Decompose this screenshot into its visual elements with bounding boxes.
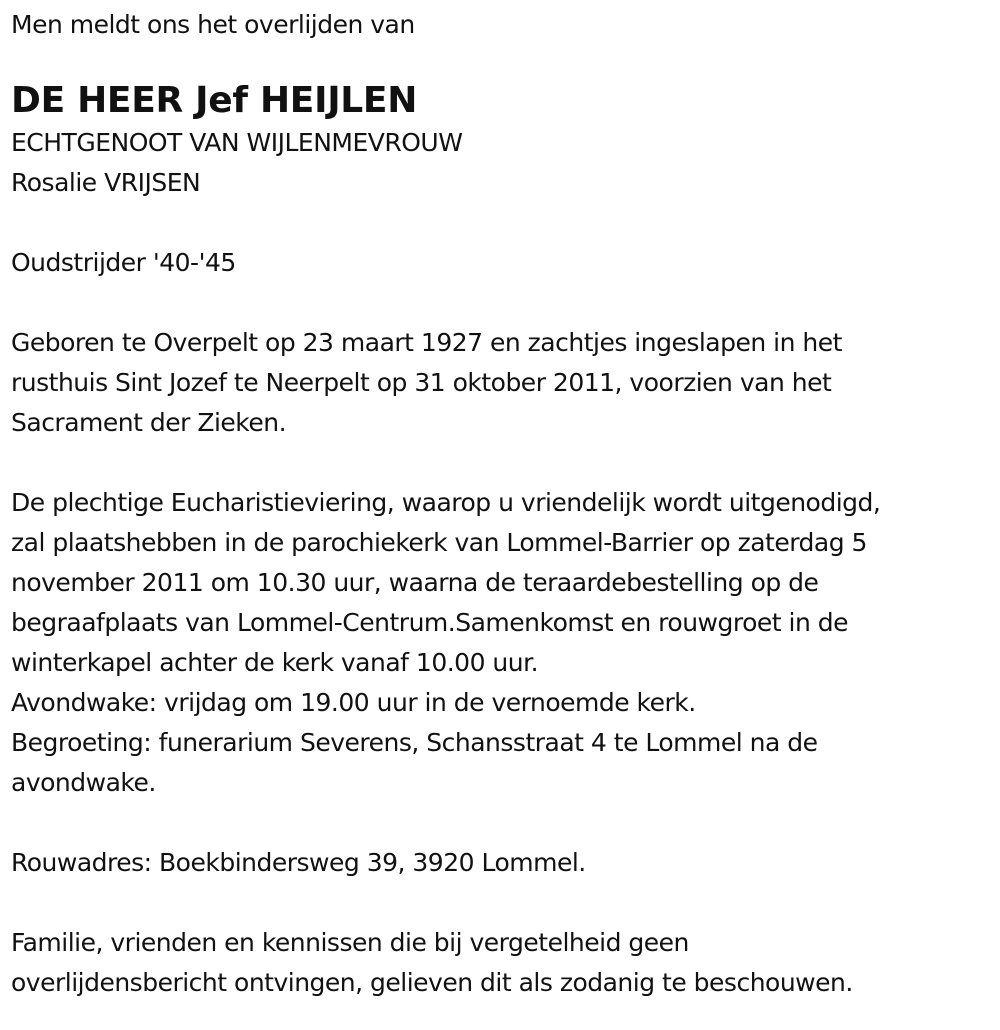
death-notice	[11, 0, 991, 1003]
ceremony-line: zal plaatshebben in de parochiekerk van Lommel-Barrier op zaterdag 5	[11, 528, 867, 557]
birth-line: rusthuis Sint Jozef te Neerpelt op 31 oktober 2011, voorzien van het	[11, 368, 832, 397]
address-text: Rouwadres: Boekbindersweg 39, 3920 Lommel.	[11, 848, 586, 877]
veteran-text: Oudstrijder '40-'45	[11, 248, 236, 277]
spouse-line-2: Rosalie VRIJSEN	[11, 168, 201, 197]
deceased-name: DE HEER Jef HEIJLEN	[11, 80, 418, 121]
vigil-text: Avondwake: vrijdag om 19.00 uur in de vernoemde kerk.	[11, 688, 696, 717]
birth-line: Sacrament der Zieken.	[11, 408, 287, 437]
spacer	[11, 883, 991, 923]
spacer	[11, 803, 991, 843]
visitation-line: Begroeting: funerarium Severens, Schansstraat 4 te Lommel na de	[11, 728, 818, 757]
ceremony-line: begraafplaats van Lommel-Centrum.Samenkomst en rouwgroet in de	[11, 608, 848, 637]
spacer	[11, 203, 991, 243]
spacer	[11, 283, 991, 323]
intro-text: Men meldt ons het overlijden van	[11, 10, 415, 39]
spacer	[11, 443, 991, 483]
birth-line: Geboren te Overpelt op 23 maart 1927 en zachtjes ingeslapen in het	[11, 328, 842, 357]
ceremony-line: november 2011 om 10.30 uur, waarna de teraardebestelling op de	[11, 568, 819, 597]
ceremony-line: De plechtige Eucharistieviering, waarop u vriendelijk wordt uitgenodigd,	[11, 488, 881, 517]
visitation-line: avondwake.	[11, 768, 156, 797]
spouse-line-1: ECHTGENOOT VAN WIJLENMEVROUW	[11, 128, 463, 157]
closing-line: Familie, vrienden en kennissen die bij vergetelheid geen	[11, 928, 689, 957]
ceremony-line: winterkapel achter de kerk vanaf 10.00 uur.	[11, 648, 539, 677]
closing-line: overlijdensbericht ontvingen, gelieven dit als zodanig te beschouwen.	[11, 968, 853, 997]
